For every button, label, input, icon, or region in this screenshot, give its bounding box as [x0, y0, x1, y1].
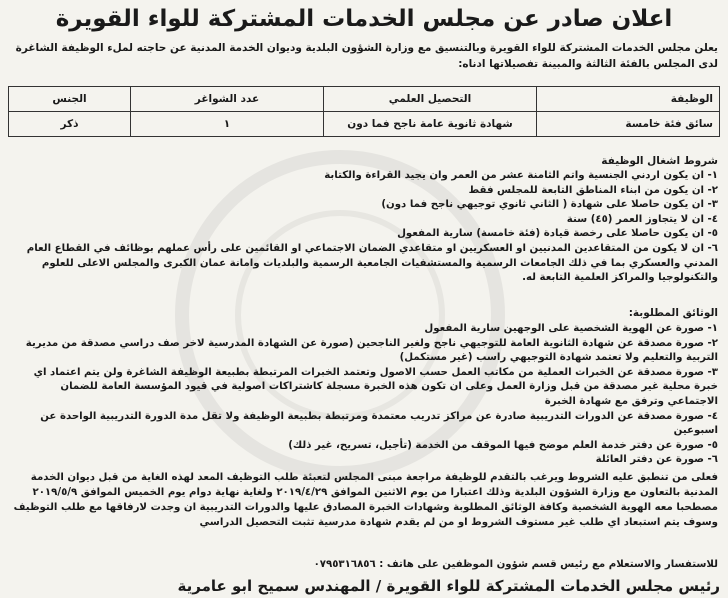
header-vacancies: عدد الشواغر: [131, 87, 324, 112]
vacancy-table: [8, 86, 720, 137]
cell-job: سائق فئة خامسة: [537, 112, 720, 137]
list-item: ٣- ان يكون حاصلا على شهادة ( الثاني ثانوي توجيهي ناجح فما دون): [381, 199, 718, 211]
header-job: الوظيفة: [537, 87, 720, 112]
documents-list: [10, 322, 718, 468]
announcement-title: اعلان صادر عن مجلس الخدمات المشتركة للواء القويرة: [55, 6, 673, 32]
list-item: ٤- صورة مصدقة عن الدورات التدريبية صادرة عن مراكز تدريب معتمدة ومرتبطة بطبيعة الوظيفة ولا تقل مدة الدورة التدريبية الواحدة عن اسبوعين: [40, 410, 718, 437]
cell-vacancies: ١: [131, 112, 324, 137]
list-item: ٢- ان يكون من ابناء المناطق التابعة للمجلس فقط: [468, 184, 718, 196]
announcement-intro: يعلن مجلس الخدمات المشتركة للواء القويرة وبالتنسيق مع وزارة الشؤون البلدية وديوان الخدمة المدنية عن حاجته لملء الوظيفة الشاغرة لدى المجلس بالفئة الثالثة والمبينة تفصيلاتها ادناه:: [15, 42, 718, 70]
list-item: ١- ان يكون اردني الجنسية واتم الثامنة عشر من العمر وان يجيد القراءة والكتابة: [324, 170, 718, 181]
list-item: ٦- ان لا يكون من المتقاعدين المدنيين او العسكريين او متقاعدي الضمان الاجتماعي او القائمين على رأس عملهم بوظائف في القطاع العام المدني والعسكري بما في ذلك الجامعات الرسمية والمستشفيات الجامعية الرسمية والبلديات وامانة عمان الكبرى والمجلس الاعلى للعلوم والتكنولوجيا والمراكز العلمية التابعة له.: [26, 242, 718, 284]
cell-gender: ذكر: [9, 112, 131, 137]
application-instructions: فعلى من تنطبق عليه الشروط ويرغب بالتقدم للوظيفة مراجعة مبنى المجلس لتعبئة طلب التوظيف المعد لهذه الغاية من قبل ديوان الخدمة المدنية بالتعاون مع وزارة الشؤون البلدية وذلك اعتبارا من يوم الاثنين الموافق ٢٠١٩/٤/٢٩ ولغاية نهاية دوام يوم الخميس الموافق ٢٠١٩/٥/٩ مصطحبا معه الهوية الشخصية وكافة الوثائق المطلوبة وشهادات الخبرة المصادق عليها والدورات التدريبية ان وجدت لارفاقها مع طلب التوظيف وسوف يتم استبعاد اي طلب غير مستوف الشروط او من لم يقدم شهادة مدرسية تثبت التحصيل الدراسي: [13, 472, 718, 528]
conditions-list: [10, 169, 718, 286]
list-item: ٢- صورة مصدقة عن شهادة الثانوية العامة للتوجيهي ناجح ولغير الناجحين (صورة عن الشهادة المدرسية لاخر صف دراسي مصدقة من مديرية التربية والتعليم ولا تعتمد شهادة التوجيهي راسب (غير مستكمل): [25, 337, 718, 364]
list-item: ١- صورة عن الهوية الشخصية على الوجهين سارية المفعول: [424, 323, 718, 334]
list-item: ٥- صورة عن دفتر خدمة العلم موضح فيها الموقف من الخدمة (تأجيل، تسريح، غير ذلك): [288, 439, 718, 451]
cell-education: شهادة ثانوية عامة ناجح فما دون: [324, 112, 537, 137]
list-item: ٣- صورة مصدقة عن الخبرات العملية من مكاتب العمل حسب الاصول وتعتمد الخبرات المرتبطة بطبيعة الوظيفة الشاغرة ولن يتم اعتماد اي خبرة محلية غير مصدقة من قبل وزارة العمل وعلى ان تكون هذه الخبرة مسجلة كاشتراكات اصولية في قيود المؤسسة العامة للضمان الاجتماعي وترفق مع شهادة الخبرة: [33, 366, 718, 407]
documents-heading: الوثائق المطلوبة:: [628, 307, 718, 319]
table-row: [9, 112, 720, 137]
list-item: ٦- صورة عن دفتر العائلة: [595, 454, 718, 466]
list-item: ٥- ان يكون حاصلا على رخصة قيادة (فئة خامسة) سارية المفعول: [397, 228, 718, 240]
header-gender: الجنس: [9, 87, 131, 112]
signature: رئيس مجلس الخدمات المشتركة للواء القويرة / المهندس سميح ابو عامرية: [177, 577, 720, 595]
list-item: ٤- ان لا يتجاوز العمر (٤٥) سنة: [566, 213, 718, 225]
contact-line: للاستفسار والاستعلام مع رئيس قسم شؤون الموظفين على هاتف : ٠٧٩٥٣١٦٨٥٦: [313, 559, 718, 570]
header-education: التحصيل العلمي: [324, 87, 537, 112]
vacancy-table-header-row: [9, 87, 720, 112]
conditions-heading: شروط اشغال الوظيفة: [601, 155, 718, 167]
